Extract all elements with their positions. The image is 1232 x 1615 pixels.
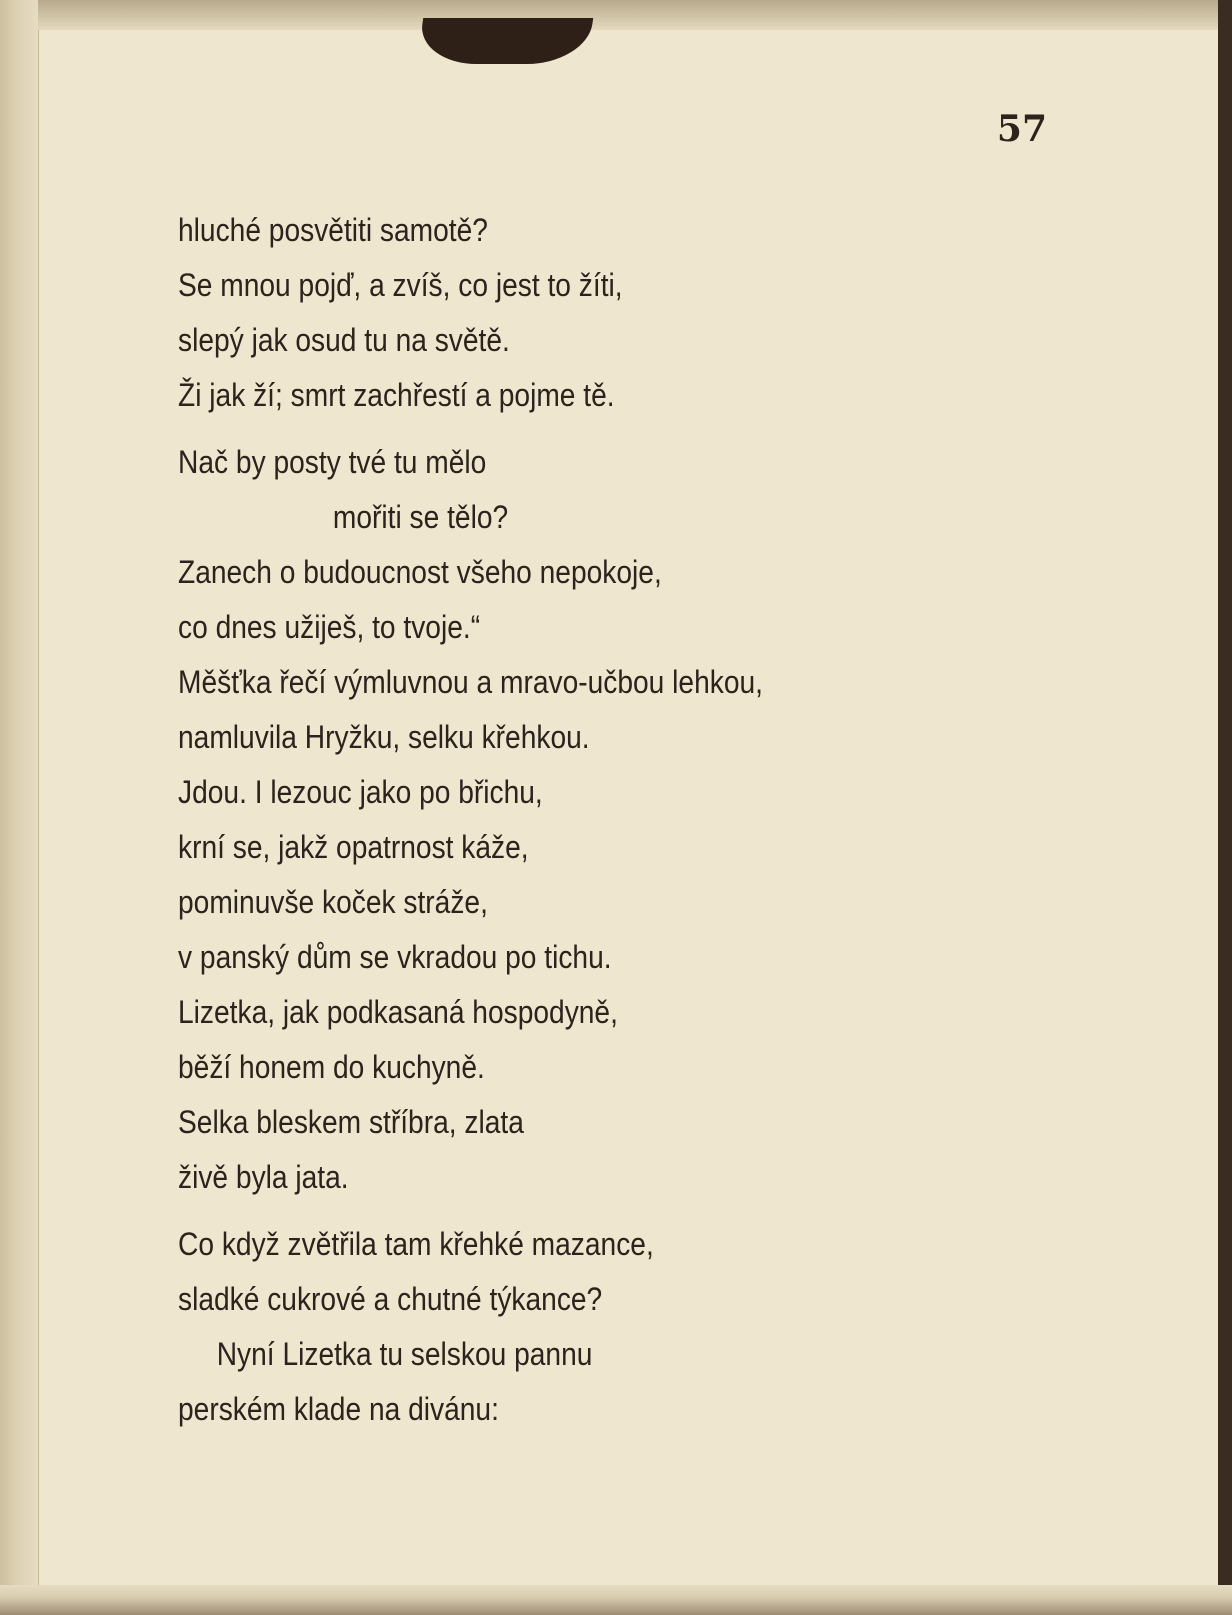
text-line: Jdou. I lezouc jako po břichu, xyxy=(178,774,543,810)
text-line: běží honem do kuchyně. xyxy=(178,1049,485,1085)
text-line: Zanech o budoucnost všeho nepokoje, xyxy=(178,554,662,590)
page-bottom-edge xyxy=(0,1585,1232,1615)
text-line: živě byla jata. xyxy=(178,1159,349,1195)
text-line: perském klade na divánu: xyxy=(178,1391,499,1427)
page-right-edge xyxy=(1218,0,1232,1615)
text-line: Měšťka řečí výmluvnou a mravo-učbou lehkou, xyxy=(178,664,763,700)
text-line: Co když zvětřila tam křehké mazance, xyxy=(178,1226,654,1262)
text-line: Lizetka, jak podkasaná hospodyně, xyxy=(178,994,618,1030)
text-line: slepý jak osud tu na světě. xyxy=(178,322,510,358)
text-line: Selka bleskem stříbra, zlata xyxy=(178,1104,524,1140)
text-line: namluvila Hryžku, selku křehkou. xyxy=(178,719,590,755)
text-line: co dnes užiješ, to tvoje.“ xyxy=(178,609,481,645)
poem-text xyxy=(178,203,935,1437)
text-line: v panský dům se vkradou po tichu. xyxy=(178,939,612,975)
text-line: sladké cukrové a chutné týkance? xyxy=(178,1281,603,1317)
page-top-edge xyxy=(38,0,1218,30)
binding-mark xyxy=(417,18,593,64)
text-line: pominuvše koček stráže, xyxy=(178,884,488,920)
book-spine xyxy=(0,0,39,1615)
text-line: Nač by posty tvé tu mělo xyxy=(178,444,487,480)
text-line: Nyní Lizetka tu selskou pannu xyxy=(216,1336,593,1372)
text-line: krní se, jakž opatrnost káže, xyxy=(178,829,529,865)
text-line: mořiti se tělo? xyxy=(332,499,509,535)
text-line: Ži jak ží; smrt zachřestí a pojme tě. xyxy=(178,377,615,413)
page-number: 57 xyxy=(996,108,1047,150)
text-line: Se mnou pojď, a zvíš, co jest to žíti, xyxy=(178,267,623,303)
text-line: hluché posvětiti samotě? xyxy=(178,212,488,248)
